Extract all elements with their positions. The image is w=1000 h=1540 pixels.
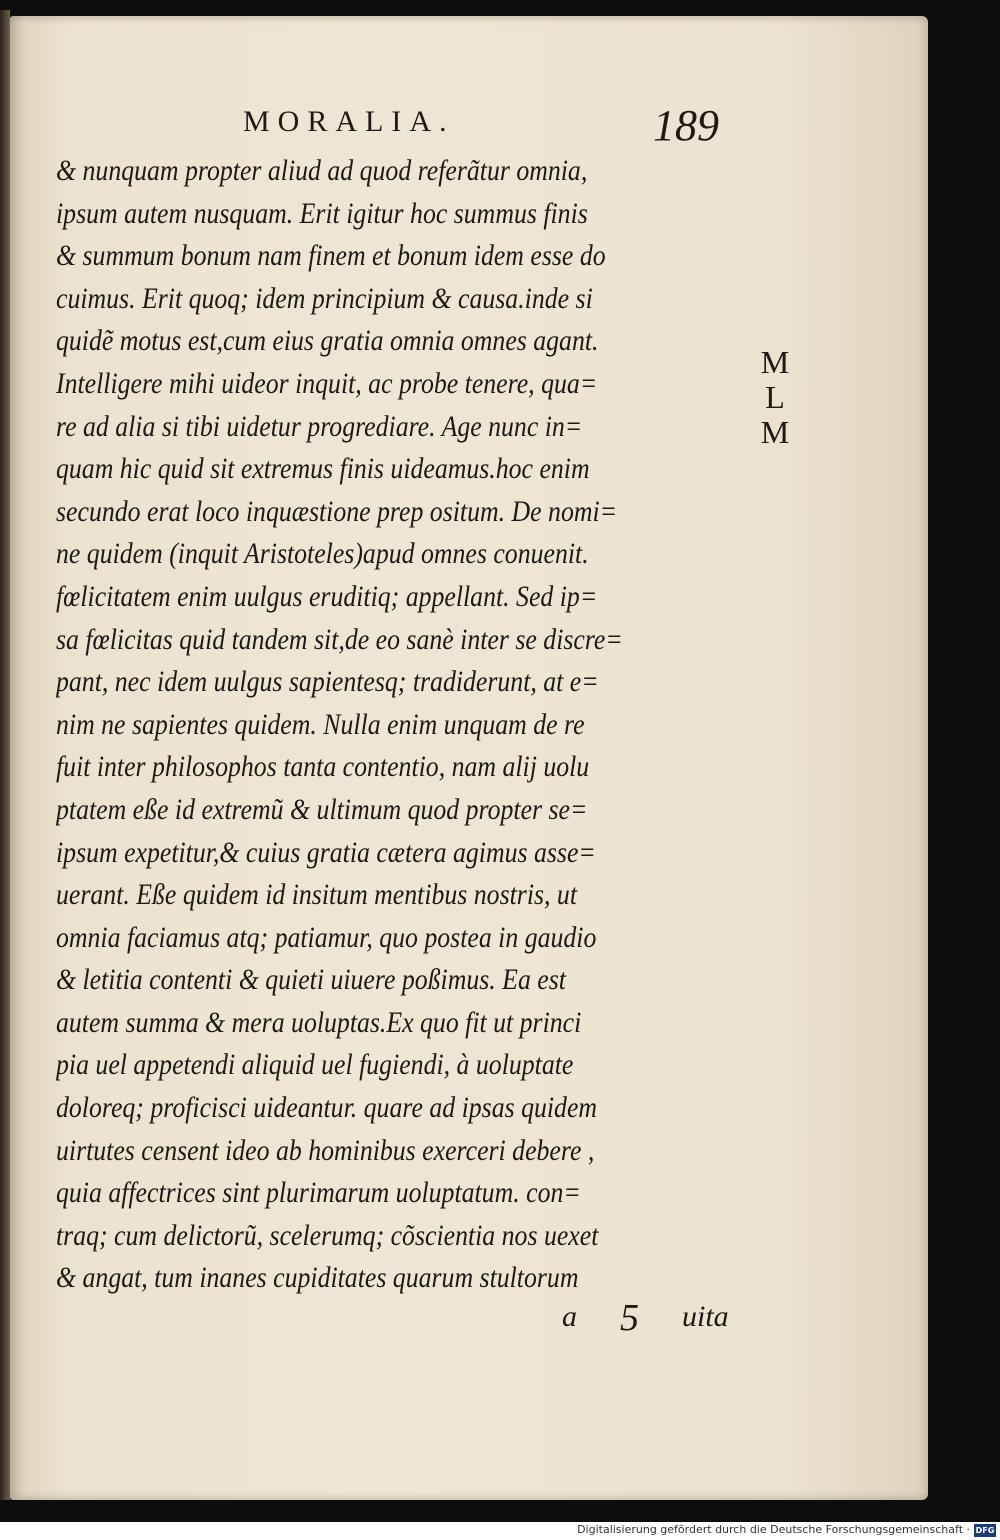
- dfg-logo: DFG: [975, 1526, 995, 1535]
- text-line: pant, nec idem uulgus sapientesq; tradiderunt, at e=: [56, 665, 599, 699]
- text-block: [56, 150, 746, 1300]
- signature-letter: a: [562, 1300, 577, 1333]
- funding-credit: Digitalisierung gefördert durch die Deutsche Forschungsgemeinschaft ·: [577, 1523, 970, 1536]
- text-line: & nunquam propter aliud ad quod referãtur omnia,: [56, 154, 588, 187]
- text-line: ipsum expetitur,& cuius gratia cætera agimus asse=: [56, 835, 596, 869]
- running-head: MORALIA.: [243, 105, 455, 138]
- page-number: 189: [653, 101, 719, 150]
- text-line: & summum bonum nam finem et bonum idem esse do: [56, 239, 606, 273]
- text-line: secundo erat loco inquæstione prep ositum. De nomi=: [56, 494, 618, 528]
- text-line: & angat, tum inanes cupiditates quarum stultorum: [56, 1261, 579, 1295]
- text-line: nim ne sapientes quidem. Nulla enim unquam de re: [56, 707, 585, 741]
- text-line: re ad alia si tibi uidetur progrediare. Age nunc in=: [56, 409, 583, 443]
- text-line: quia affectrices sint plurimarum uoluptatum. con=: [56, 1176, 581, 1210]
- text-line: ne quidem (inquit Aristoteles)apud omnes conuenit.: [56, 537, 589, 571]
- text-line: doloreq; proficisci uideantur. quare ad ipsas quidem: [56, 1091, 598, 1125]
- text-line: ipsum autem nusquam. Erit igitur hoc summus finis: [56, 196, 588, 230]
- signature-number: 5: [620, 1297, 639, 1339]
- text-line: & letitia contenti & quieti uiuere poßimus. Ea est: [56, 963, 566, 997]
- text-line: fœlicitatem enim uulgus eruditiq; appellant. Sed ip=: [56, 579, 598, 613]
- text-line: quidẽ motus est,cum eius gratia omnia omnes agant.: [56, 324, 599, 358]
- text-line: quam hic quid sit extremus finis uideamus.hoc enim: [56, 452, 590, 486]
- marginal-letter: L: [765, 379, 785, 415]
- catchword: uita: [682, 1300, 729, 1333]
- text-line: ptatem eße id extremũ & ultimum quod propter se=: [56, 792, 588, 826]
- marginal-note: [755, 345, 795, 450]
- text-line: Intelligere mihi uideor inquit, ac probe tenere, qua=: [56, 366, 598, 400]
- text-line: omnia faciamus atq; patiamur, quo postea in gaudio: [56, 920, 597, 954]
- marginal-letter: M: [760, 414, 790, 450]
- page-edge: [0, 10, 10, 1500]
- text-line: sa fœlicitas quid tandem sit,de eo sanè inter se discre=: [56, 622, 623, 656]
- page-foot: [0, 1297, 930, 1344]
- marginal-letter: M: [760, 344, 790, 380]
- text-line: autem summa & mera uoluptas.Ex quo fit ut princi: [56, 1005, 582, 1039]
- text-line: cuimus. Erit quoq; idem principium & causa.inde si: [56, 281, 593, 315]
- text-line: pia uel appetendi aliquid uel fugiendi, à uoluptate: [56, 1048, 574, 1082]
- text-line: traq; cum delictorũ, scelerumq; cõscientia nos uexet: [56, 1218, 599, 1252]
- digitization-footer: [0, 1522, 1000, 1540]
- text-line: uerant. Eße quidem id insitum mentibus nostris, ut: [56, 878, 578, 912]
- text-line: fuit inter philosophos tanta contentio, nam alij uolu: [56, 750, 590, 784]
- text-line: uirtutes censent ideo ab hominibus exerceri debere ,: [56, 1133, 595, 1167]
